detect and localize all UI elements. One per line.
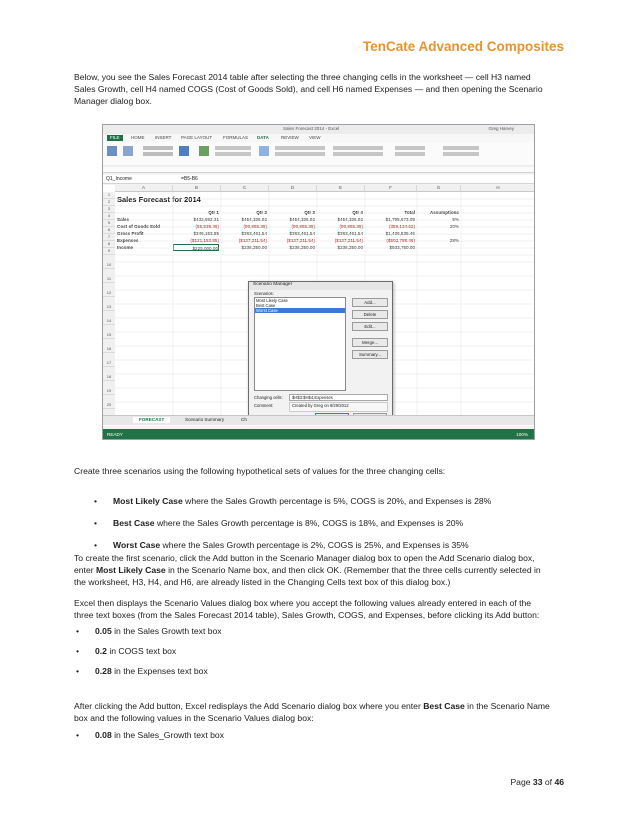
table-cell[interactable]: $933,750.00 xyxy=(389,245,415,250)
sheet-tabs xyxy=(103,415,534,425)
ribbon xyxy=(103,142,534,173)
column-header[interactable]: E xyxy=(317,185,365,192)
row-header[interactable]: 3 xyxy=(103,206,115,213)
row-header[interactable]: 1 xyxy=(103,192,115,199)
formula-bar xyxy=(103,175,534,184)
scenario-name: Best Case xyxy=(113,518,155,528)
table-cell[interactable]: $236,250.00 xyxy=(289,245,315,250)
table-cell[interactable]: ($127,211.54) xyxy=(238,238,267,243)
scenarios-label: Scenarios: xyxy=(254,291,274,296)
scenario-desc: where the Sales Growth percentage is 5%, COGS is 20%, and Expenses is 28% xyxy=(182,496,492,506)
row-label[interactable]: Income xyxy=(117,245,134,250)
column-header[interactable]: B xyxy=(173,185,221,192)
status-text: READY xyxy=(107,432,123,437)
user-name: Greg Harvey xyxy=(488,126,514,131)
summary-button[interactable]: Summary... xyxy=(352,350,388,359)
row-header[interactable]: 5 xyxy=(103,220,115,227)
tab-data[interactable]: DATA xyxy=(257,135,269,140)
delete-button[interactable]: Delete xyxy=(352,310,388,319)
status-bar xyxy=(103,429,534,440)
table-cell[interactable]: $454,326.92 xyxy=(337,217,363,222)
company-header: TenCate Advanced Composites xyxy=(362,39,564,54)
row-header[interactable]: 7 xyxy=(103,234,115,241)
value: 0.08 xyxy=(95,730,112,740)
row-header[interactable]: 6 xyxy=(103,227,115,234)
dialog-title: Scenario Manager xyxy=(249,282,392,290)
intro-paragraph: Below, you see the Sales Forecast 2014 table after selecting the three changing cells in the worksheet — cell H3 named Sales Growth, cell H4 named COGS (Cost of Goods Sold), and cell H6 named Expenses — and then opening the Scenario Manager dialog box. xyxy=(74,72,543,106)
excel-screenshot xyxy=(102,124,535,440)
formula-input[interactable]: =B5-B6 xyxy=(181,176,198,182)
table-cell[interactable]: $363,461.54 xyxy=(289,231,315,236)
bullet-icon: • xyxy=(76,666,80,676)
comment-label: Comment: xyxy=(254,403,274,408)
after-add-paragraph: After clicking the Add button, Excel redisplays the Add Scenario dialog box where you enter Best Case in the Scenario Name box and the following values in the Scenario Values dialog box: xyxy=(74,701,550,723)
column-header[interactable]: A xyxy=(115,185,173,192)
scenario-name: Worst Case xyxy=(113,540,161,550)
table-cell[interactable]: $454,326.92 xyxy=(289,217,315,222)
header-cell[interactable]: Qtr 3 xyxy=(304,210,315,215)
sheet-tab-scenario-summary[interactable]: Scenario Summary xyxy=(185,417,225,422)
table-cell[interactable]: $363,461.54 xyxy=(337,231,363,236)
table-cell[interactable]: ($127,211.54) xyxy=(286,238,315,243)
row-header[interactable]: 20 xyxy=(103,402,115,409)
column-header[interactable]: D xyxy=(269,185,317,192)
tab-insert[interactable]: INSERT xyxy=(155,135,172,140)
tab-file[interactable]: FILE xyxy=(107,135,123,141)
row-header[interactable]: 14 xyxy=(103,318,115,325)
value: 0.2 xyxy=(95,646,107,656)
list-item[interactable]: Best Case xyxy=(256,303,276,308)
worksheet-grid xyxy=(103,185,534,426)
scenarios-list[interactable] xyxy=(254,297,346,391)
bullet-icon: • xyxy=(76,646,80,656)
table-cell[interactable]: (90,865.38) xyxy=(291,224,315,229)
bullet-icon: • xyxy=(94,518,98,528)
row-header[interactable]: 17 xyxy=(103,360,115,367)
row-header[interactable]: 13 xyxy=(103,304,115,311)
row-header[interactable]: 16 xyxy=(103,346,115,353)
scenario-desc: where the Sales Growth percentage is 2%, COGS is 25%, and Expenses is 35% xyxy=(160,540,469,550)
merge-button[interactable]: Merge... xyxy=(352,338,388,347)
header-cell[interactable]: Assumptions xyxy=(429,210,459,215)
row-header[interactable]: 2 xyxy=(103,199,115,206)
table-cell[interactable]: $346,153.85 xyxy=(193,231,219,236)
tab-view[interactable]: VIEW xyxy=(309,135,321,140)
zoom-level[interactable]: 100% xyxy=(516,432,528,437)
column-header[interactable]: F xyxy=(365,185,417,192)
tab-formulas[interactable]: FORMULAS xyxy=(223,135,249,140)
sheet-tab-partial[interactable]: Ch xyxy=(241,417,247,422)
table-cell[interactable]: (90,865.38) xyxy=(243,224,267,229)
list-item[interactable]: Worst Case xyxy=(255,308,345,313)
row-header[interactable]: 8 xyxy=(103,241,115,248)
scenario-name: Most Likely Case xyxy=(113,496,183,506)
row-header[interactable]: 4 xyxy=(103,213,115,220)
table-cell[interactable]: $1,795,673.08 xyxy=(385,217,415,222)
row-header[interactable]: 18 xyxy=(103,374,115,381)
table-cell[interactable]: $454,326.92 xyxy=(241,217,267,222)
table-cell[interactable]: $1,436,538.46 xyxy=(385,231,415,236)
assumption-cell[interactable]: 5% xyxy=(452,217,459,222)
sheet-tab-forecast[interactable]: FORECAST xyxy=(133,417,170,423)
window-title: Sales Forecast 2014 - Excel xyxy=(283,126,340,131)
ribbon-tabs xyxy=(103,134,534,142)
header-cell[interactable]: Total xyxy=(404,210,415,215)
row-header[interactable]: 9 xyxy=(103,248,115,255)
ribbon-icons xyxy=(103,142,535,173)
table-cell[interactable]: ($127,211.54) xyxy=(334,238,363,243)
value: 0.05 xyxy=(95,626,112,636)
tab-page-layout[interactable]: PAGE LAYOUT xyxy=(181,135,213,140)
assumption-cell[interactable]: 28% xyxy=(449,238,459,243)
table-cell[interactable]: (359,134.62) xyxy=(388,224,415,229)
table-cell[interactable]: ($121,153.85) xyxy=(190,238,219,243)
assumption-cell[interactable]: 20% xyxy=(449,224,459,229)
comment-field: Created by Greg on 8/29/2012 xyxy=(289,402,388,412)
excel-title-bar xyxy=(103,125,534,134)
table-cell[interactable]: (90,865.38) xyxy=(339,224,363,229)
row-header[interactable]: 11 xyxy=(103,276,115,283)
column-header[interactable]: C xyxy=(221,185,269,192)
selected-cell[interactable]: $225,000.00 xyxy=(173,244,219,251)
table-cell[interactable]: $432,692.31 xyxy=(193,217,219,222)
scenario-desc: where the Sales Growth percentage is 8%, COGS is 18%, and Expenses is 20% xyxy=(154,518,464,528)
bullet-icon: • xyxy=(76,730,80,740)
row-label[interactable]: Sales xyxy=(117,217,130,222)
bullet-icon: • xyxy=(94,496,98,506)
add-button[interactable]: Add... xyxy=(352,298,388,307)
tab-review[interactable]: REVIEW xyxy=(281,135,299,140)
header-cell[interactable]: Qtr 2 xyxy=(256,210,267,215)
scenario-manager-dialog xyxy=(248,281,393,421)
row-label[interactable]: Expenses xyxy=(117,238,139,243)
column-header[interactable]: H xyxy=(461,185,535,192)
table-cell[interactable]: $236,250.00 xyxy=(337,245,363,250)
name-box[interactable]: Q1_Income xyxy=(106,176,132,182)
bullet-icon: • xyxy=(94,540,98,550)
value: 0.28 xyxy=(95,666,112,676)
table-cell[interactable]: (86,538.46) xyxy=(195,224,219,229)
row-label[interactable]: Gross Profit xyxy=(117,231,144,236)
row-header[interactable]: 19 xyxy=(103,388,115,395)
changing-cells-field[interactable]: $H$3:$H$4,Expenses xyxy=(289,394,388,401)
row-header[interactable]: 10 xyxy=(103,262,115,269)
row-header[interactable]: 15 xyxy=(103,332,115,339)
values-paragraph: Excel then displays the Scenario Values dialog box where you accept the following values already entered in each of the three text boxes (from the Sales Forecast 2014 table), Sales Growth, COGS, and Expenses, before clicking its Add button: xyxy=(74,598,540,620)
column-header[interactable]: G xyxy=(417,185,461,192)
first-scenario-paragraph: To create the first scenario, click the Add button in the Scenario Manager dialog box to open the Add Scenario dialog box, enter Most Likely Case in the Scenario Name box, and then click OK. (Remember that the three cells currently selected in the worksheet, H3, H4, and H6, are already listed in the Changing Cells text box of this dialog box.) xyxy=(74,553,541,587)
page-number: 33 xyxy=(532,777,543,787)
page-total: 46 xyxy=(554,777,564,787)
sheet-title: Sales Forecast for 2014 xyxy=(117,195,201,204)
edit-button[interactable]: Edit... xyxy=(352,322,388,331)
table-cell[interactable]: $236,250.00 xyxy=(241,245,267,250)
page-footer: Page 33 of 46 xyxy=(510,777,564,787)
list-item[interactable]: Most Likely Case xyxy=(256,298,288,303)
bullet-icon: • xyxy=(76,626,80,636)
row-header[interactable]: 12 xyxy=(103,290,115,297)
create-intro: Create three scenarios using the following hypothetical sets of values for the three changing cells: xyxy=(74,466,446,476)
row-label[interactable]: Cost of Goods Sold xyxy=(117,224,160,229)
header-cell[interactable]: Qtr 1 xyxy=(208,210,219,215)
header-cell[interactable]: Qtr 4 xyxy=(352,210,363,215)
tab-home[interactable]: HOME xyxy=(131,135,145,140)
table-cell[interactable]: $363,461.54 xyxy=(241,231,267,236)
changing-cells-label: Changing cells: xyxy=(254,395,283,400)
table-cell[interactable]: ($502,788.46) xyxy=(386,238,415,243)
